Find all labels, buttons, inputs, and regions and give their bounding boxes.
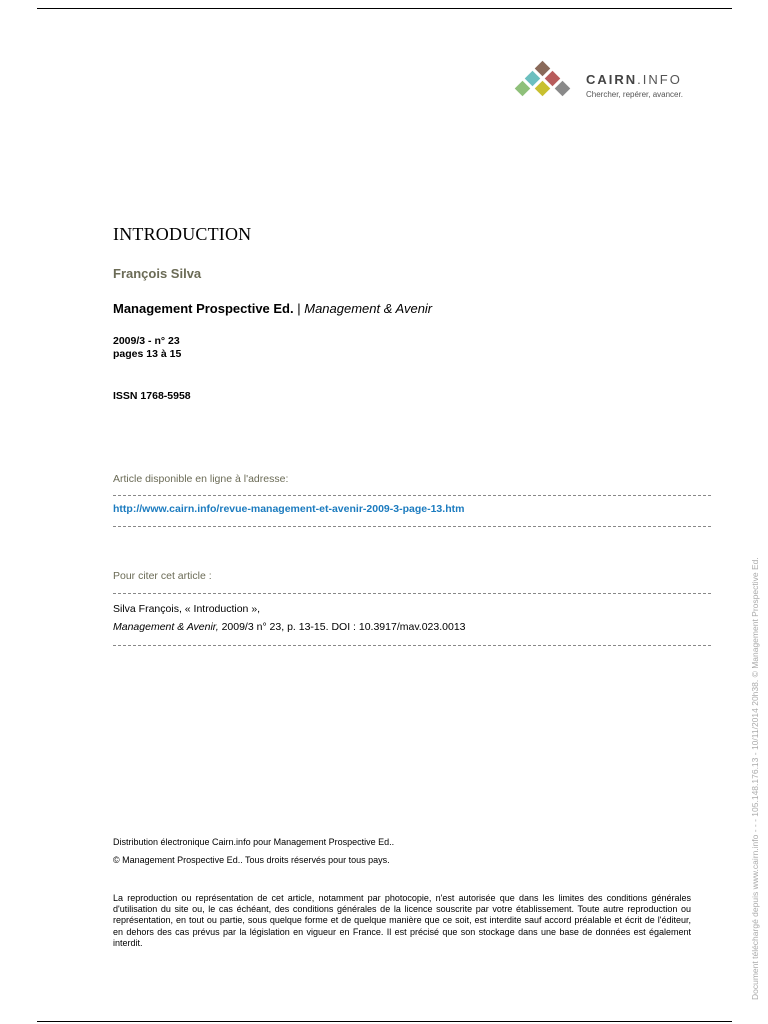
- issn: ISSN 1768-5958: [113, 390, 191, 402]
- bottom-rule: [37, 1021, 732, 1022]
- dashed-divider: [113, 645, 711, 646]
- distribution-note: Distribution électronique Cairn.info pour Management Prospective Ed..: [113, 837, 395, 847]
- article-title: INTRODUCTION: [113, 224, 252, 244]
- top-rule: [37, 8, 732, 9]
- cite-label: Pour citer cet article :: [113, 570, 212, 582]
- citation-reference: 2009/3 n° 23, p. 13-15. DOI : 10.3917/mav.023.0013: [218, 621, 466, 633]
- dashed-divider: [113, 495, 711, 496]
- dashed-divider: [113, 593, 711, 594]
- publisher-separator: |: [293, 301, 305, 316]
- legal-notice: La reproduction ou représentation de cet article, notamment par photocopie, n'est autorisée que dans les limites des conditions générales d'utilisation du site ou, le cas échéant, des conditions générales de la licence souscrite par votre établissement. Toute autre reproduction ou représentation, en tout ou partie, sous quelque forme et de quelque manière que ce soit, est interdite sauf accord préalable et écrit de l'éditeur, en dehors des cas prévus par la législation en vigueur en France. Il est précisé que son stockage dans une base de données est également interdit.: [113, 893, 691, 948]
- cairn-logo[interactable]: [512, 60, 702, 105]
- citation-author-title: Silva François, « Introduction »,: [113, 603, 261, 615]
- page-range: pages 13 à 15: [113, 348, 182, 360]
- logo-diamonds-icon: [512, 60, 582, 105]
- download-watermark: Document téléchargé depuis www.cairn.info - - - 105.148.176.13 - 10/11/2014 20h38. © Management Prospective Ed.: [750, 557, 760, 1000]
- copyright-note: © Management Prospective Ed.. Tous droits réservés pour tous pays.: [113, 855, 390, 865]
- issue-number: 2009/3 - n° 23: [113, 335, 180, 347]
- article-url-link[interactable]: http://www.cairn.info/revue-management-et-avenir-2009-3-page-13.htm: [113, 503, 465, 515]
- citation-journal: Management & Avenir,: [113, 621, 219, 633]
- logo-tagline: Chercher, repérer, avancer.: [586, 90, 683, 99]
- publisher-name[interactable]: Management Prospective Ed.: [113, 301, 294, 316]
- publisher-line: [113, 301, 432, 316]
- online-label: Article disponible en ligne à l'adresse:: [113, 473, 289, 485]
- journal-name[interactable]: Management & Avenir: [304, 301, 433, 316]
- logo-name: CAIRN.INFO: [586, 72, 682, 87]
- dashed-divider: [113, 526, 711, 527]
- article-author[interactable]: François Silva: [113, 266, 202, 281]
- citation-details: [113, 621, 466, 633]
